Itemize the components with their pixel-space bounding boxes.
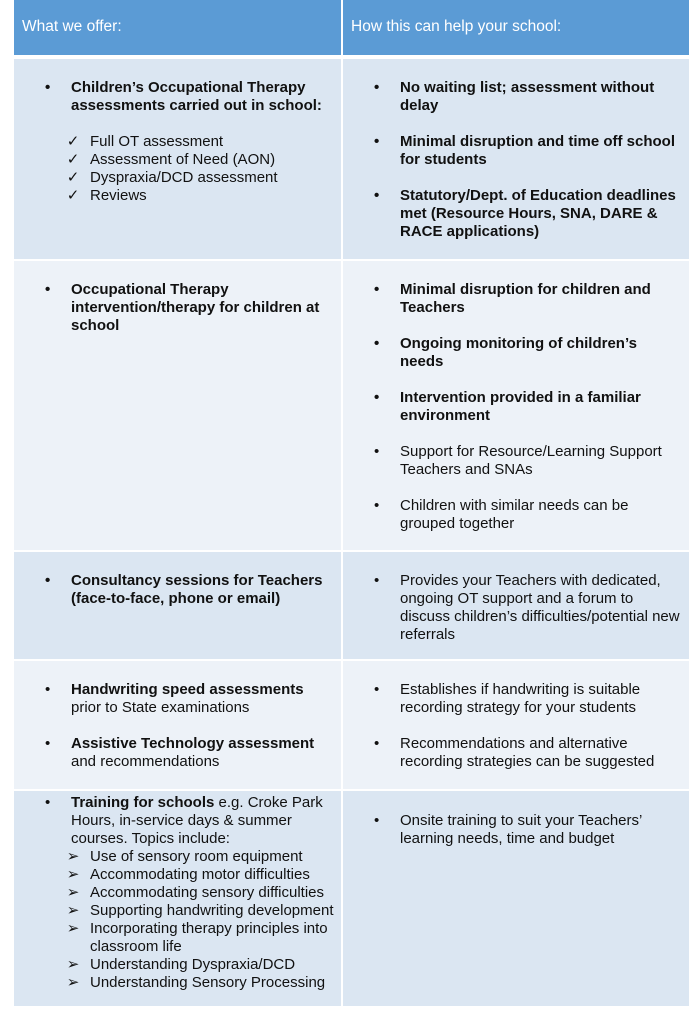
help-item: • Establishes if handwriting is suitable recording strategy for your students: [343, 681, 681, 717]
row-4-offer: [14, 661, 341, 789]
offer-consultancy-title: • Consultancy sessions for Teachers (face-to-face, phone or email): [14, 572, 333, 608]
topic-item: ➢ Understanding Sensory Processing: [66, 974, 326, 991]
row-5-help: [343, 791, 689, 1006]
topic-item: ➢ Understanding Dyspraxia/DCD: [66, 956, 296, 973]
header-what-we-offer: What we offer:: [14, 0, 341, 55]
row-3-help: [343, 552, 689, 659]
check-item: ✓ Full OT assessment: [66, 133, 224, 150]
services-table: [14, 0, 689, 1006]
check-icon: ✓: [66, 133, 80, 150]
help-item: • Onsite training to suit your Teachers’ learning needs, time and budget: [343, 812, 681, 848]
help-item: • Statutory/Dept. of Education deadlines met (Resource Hours, SNA, DARE & RACE applications): [343, 187, 681, 241]
topic-item: ➢ Incorporating therapy principles into classroom life: [66, 920, 328, 955]
help-item: • Minimal disruption for children and Teachers: [343, 281, 681, 317]
offer-training: • Training for schools e.g. Croke Park Hours, in-service days & summer courses. Topics include:: [14, 794, 337, 848]
help-item: • Minimal disruption and time off school for students: [343, 133, 681, 169]
row-2-help: [343, 261, 689, 550]
help-item: • Ongoing monitoring of children’s needs: [343, 335, 681, 371]
check-icon: ✓: [66, 169, 80, 186]
arrow-right-icon: ➢: [66, 974, 80, 991]
help-item: • Support for Resource/Learning Support Teachers and SNAs: [343, 443, 681, 479]
check-item: ✓ Assessment of Need (AON): [66, 151, 276, 168]
check-item: ✓ Reviews: [66, 187, 147, 204]
offer-handwriting: • Handwriting speed assessments prior to State examinations: [14, 681, 333, 717]
row-5-offer: [14, 791, 341, 1006]
check-item: ✓ Dyspraxia/DCD assessment: [66, 169, 278, 186]
topic-item: ➢ Accommodating sensory difficulties: [66, 884, 324, 901]
arrow-right-icon: ➢: [66, 866, 80, 883]
topic-item: ➢ Accommodating motor difficulties: [66, 866, 310, 883]
arrow-right-icon: ➢: [66, 956, 80, 973]
offer-assistive-tech: • Assistive Technology assessment and recommendations: [14, 735, 333, 771]
row-1-help: [343, 59, 689, 259]
help-item: • No waiting list; assessment without delay: [343, 79, 681, 115]
arrow-right-icon: ➢: [66, 902, 80, 919]
arrow-right-icon: ➢: [66, 884, 80, 901]
check-icon: ✓: [66, 187, 80, 204]
arrow-right-icon: ➢: [66, 848, 80, 865]
header-how-this-helps: How this can help your school:: [343, 0, 689, 55]
help-item: • Provides your Teachers with dedicated, ongoing OT support and a forum to discuss children’s difficulties/potential new referrals: [343, 572, 681, 644]
arrow-right-icon: ➢: [66, 920, 80, 937]
help-item: • Recommendations and alternative recording strategies can be suggested: [343, 735, 681, 771]
help-item: • Children with similar needs can be grouped together: [343, 497, 681, 533]
help-item: • Intervention provided in a familiar environment: [343, 389, 681, 425]
row-1-offer: [14, 59, 341, 259]
row-4-help: [343, 661, 689, 789]
topic-item: ➢ Use of sensory room equipment: [66, 848, 303, 865]
offer-assessments-title: • Children’s Occupational Therapy assessments carried out in school:: [14, 79, 341, 115]
topic-item: ➢ Supporting handwriting development: [66, 902, 334, 919]
row-2-offer: [14, 261, 341, 550]
row-3-offer: [14, 552, 341, 659]
check-icon: ✓: [66, 151, 80, 168]
offer-intervention-title: • Occupational Therapy intervention/therapy for children at school: [14, 281, 333, 335]
